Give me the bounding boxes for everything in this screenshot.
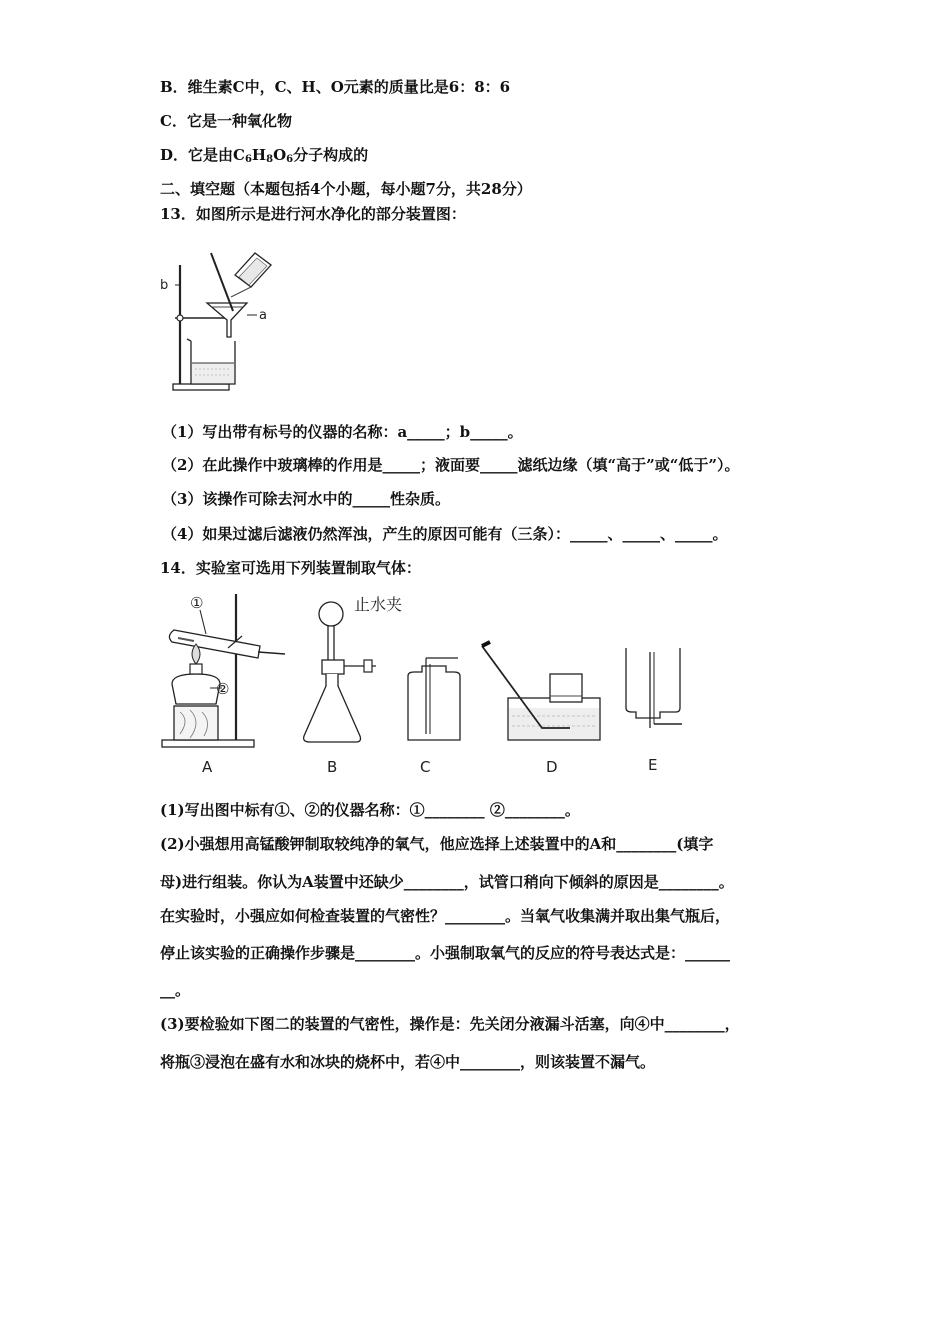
label-E: E bbox=[648, 756, 658, 774]
q13-part3: （3）该操作可除去河水中的_____性杂质。 bbox=[162, 490, 450, 508]
label-a: a bbox=[259, 308, 267, 323]
mark-2: ② bbox=[216, 680, 230, 698]
section-heading: 二、填空题（本题包括4个小题，每小题7分，共28分） bbox=[160, 180, 532, 198]
option-c: C．它是一种氧化物 bbox=[160, 112, 292, 130]
q14-stem: 14．实验室可选用下列装置制取气体： bbox=[160, 559, 421, 577]
q14-part2-line4: 停止该实验的正确操作步骤是________。小强制取氧气的反应的符号表达式是：______ bbox=[160, 944, 731, 962]
filtration-figure bbox=[155, 245, 285, 400]
q14-part1: (1)写出图中标有①、②的仪器名称：①________ ②________。 bbox=[160, 801, 580, 819]
element-symbol: O bbox=[273, 146, 287, 164]
q14-part2-line1: (2)小强想用高锰酸钾制取较纯净的氧气，他应选择上述装置中的A和________(填字 bbox=[160, 835, 714, 853]
option-d-tail: 分子构成的 bbox=[293, 146, 369, 164]
q14-part2-line3: 在实验时，小强应如何检查装置的气密性？________。当氧气收集满并取出集气瓶后， bbox=[160, 907, 731, 925]
q14-part2-line2: 母)进行组装。你认为A装置中还缺少________，试管口稍向下倾斜的原因是________。 bbox=[160, 873, 734, 891]
option-d-text: D．它是由C bbox=[160, 146, 245, 164]
option-d bbox=[160, 145, 368, 170]
q13-part2: （2）在此操作中玻璃棒的作用是_____；液面要_____滤纸边缘（填“高于”或“低于”）。 bbox=[162, 456, 740, 474]
q13-part4: （4）如果过滤后滤液仍然浑浊，产生的原因可能有（三条）：_____、_____、_____。 bbox=[162, 525, 728, 543]
subscript: 6 bbox=[244, 154, 252, 165]
label-D: D bbox=[546, 758, 558, 776]
mark-1: ① bbox=[190, 594, 204, 612]
label-b: b bbox=[160, 278, 169, 293]
q13-stem: 13．如图所示是进行河水净化的部分装置图： bbox=[160, 205, 466, 223]
option-b: B．维生素C中，C、H、O元素的质量比是6：8：6 bbox=[160, 78, 511, 96]
label-C: C bbox=[420, 758, 431, 776]
clamp-label: 止水夹 bbox=[354, 595, 403, 614]
q14-part2-line5: __。 bbox=[160, 981, 191, 999]
element-symbol: H bbox=[251, 146, 267, 164]
label-A: A bbox=[202, 758, 213, 776]
subscript: 8 bbox=[266, 154, 274, 165]
q14-part3-line1: (3)要检验如下图二的装置的气密性，操作是：先关闭分液漏斗活塞，向④中________， bbox=[160, 1015, 740, 1033]
label-B: B bbox=[327, 758, 338, 776]
q13-part1: （1）写出带有标号的仪器的名称：a_____；b_____。 bbox=[162, 423, 523, 441]
gas-apparatus-figure bbox=[150, 588, 710, 780]
subscript: 6 bbox=[286, 154, 294, 165]
q14-part3-line2: 将瓶③浸泡在盛有水和冰块的烧杯中，若④中________，则该装置不漏气。 bbox=[160, 1053, 656, 1071]
